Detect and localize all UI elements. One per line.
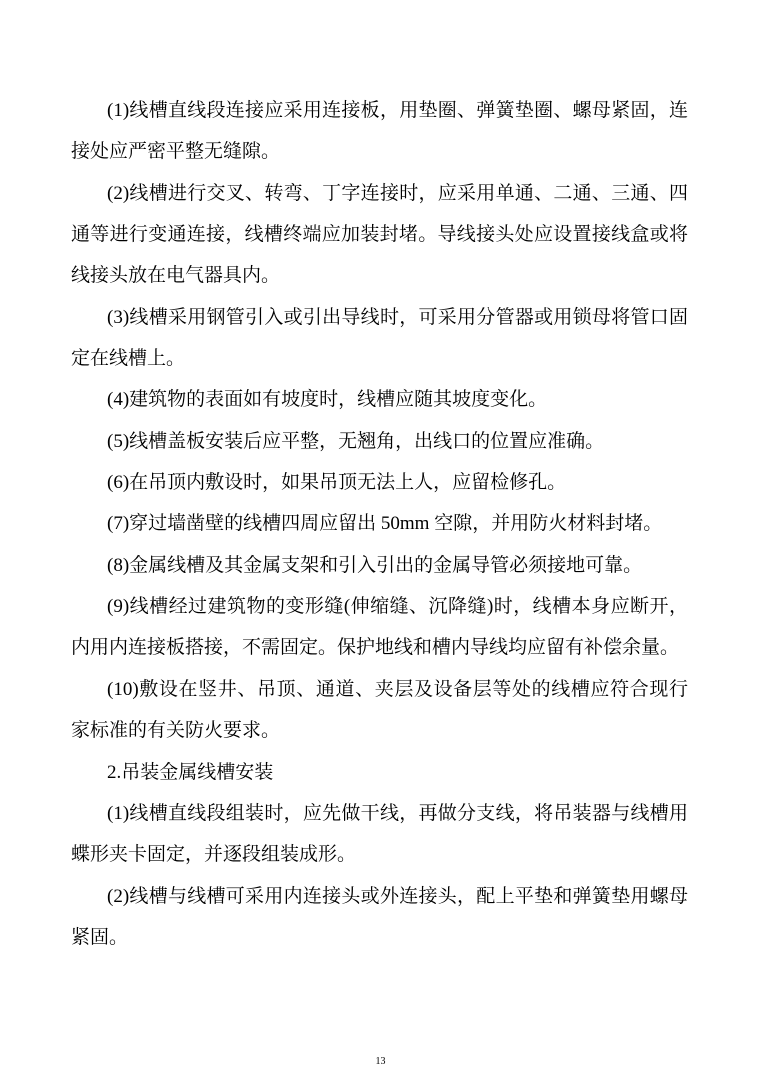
paragraph [71, 669, 688, 752]
text-line: 定在线槽上。 [71, 348, 186, 370]
paragraph [71, 545, 688, 586]
text-line: 内用内连接板搭接，不需固定。保护地线和槽内导线均应留有补偿余量。 [71, 637, 680, 659]
paragraph [71, 297, 688, 380]
text-line: (1)线槽直线段连接应采用连接板，用垫圈、弹簧垫圈、螺母紧固，连 [107, 100, 688, 121]
text-line: (2)线槽进行交叉、转弯、丁字连接时，应采用单通、二通、三通、四 [107, 182, 688, 204]
document-body [71, 90, 688, 958]
text-line: (3)线槽采用钢管引入或引出导线时，可采用分管器或用锁母将管口固 [107, 306, 688, 328]
paragraph [71, 90, 688, 173]
paragraph [71, 586, 688, 669]
text-line: (8)金属线槽及其金属支架和引入引出的金属导管必须接地可靠。 [107, 554, 643, 576]
text-line: 紧固。 [71, 926, 129, 948]
text-line: (10)敷设在竖井、吊顶、通道、夹层及设备层等处的线槽应符合现行 [107, 678, 688, 700]
text-line: 通等进行变通连接，线槽终端应加装封堵。导线接头处应设置接线盒或将 [71, 224, 688, 246]
text-line: (7)穿过墙凿壁的线槽四周应留出 50mm 空隙，并用防火材料封堵。 [107, 513, 663, 535]
paragraph [71, 752, 688, 793]
paragraph [71, 379, 688, 420]
text-line: (5)线槽盖板安装后应平整，无翘角，出线口的位置应准确。 [107, 430, 605, 452]
text-line: 家标准的有关防火要求。 [71, 720, 281, 742]
text-line: (4)建筑物的表面如有坡度时，线槽应随其坡度变化。 [107, 389, 548, 411]
text-line: 线接头放在电气器具内。 [71, 265, 281, 287]
paragraph [71, 462, 688, 503]
paragraph [71, 173, 688, 297]
text-line: (6)在吊顶内敷设时，如果吊顶无法上人，应留检修孔。 [107, 472, 567, 494]
paragraph [71, 503, 688, 544]
paragraph [71, 793, 688, 876]
text-line: 蝶形夹卡固定，并逐段组装成形。 [71, 844, 357, 866]
text-line: 接处应严密平整无缝隙。 [71, 141, 281, 163]
text-line: (2)线槽与线槽可采用内连接头或外连接头，配上平垫和弹簧垫用螺母 [107, 885, 688, 907]
text-line: (1)线槽直线段组装时，应先做干线，再做分支线，将吊装器与线槽用 [107, 802, 688, 824]
text-line: (9)线槽经过建筑物的变形缝(伸缩缝、沉降缝)时，线槽本身应断开， [107, 596, 688, 618]
paragraph [71, 421, 688, 462]
text-line: 2.吊装金属线槽安装 [107, 761, 274, 783]
paragraph [71, 876, 688, 959]
page-number: 13 [375, 1056, 386, 1067]
